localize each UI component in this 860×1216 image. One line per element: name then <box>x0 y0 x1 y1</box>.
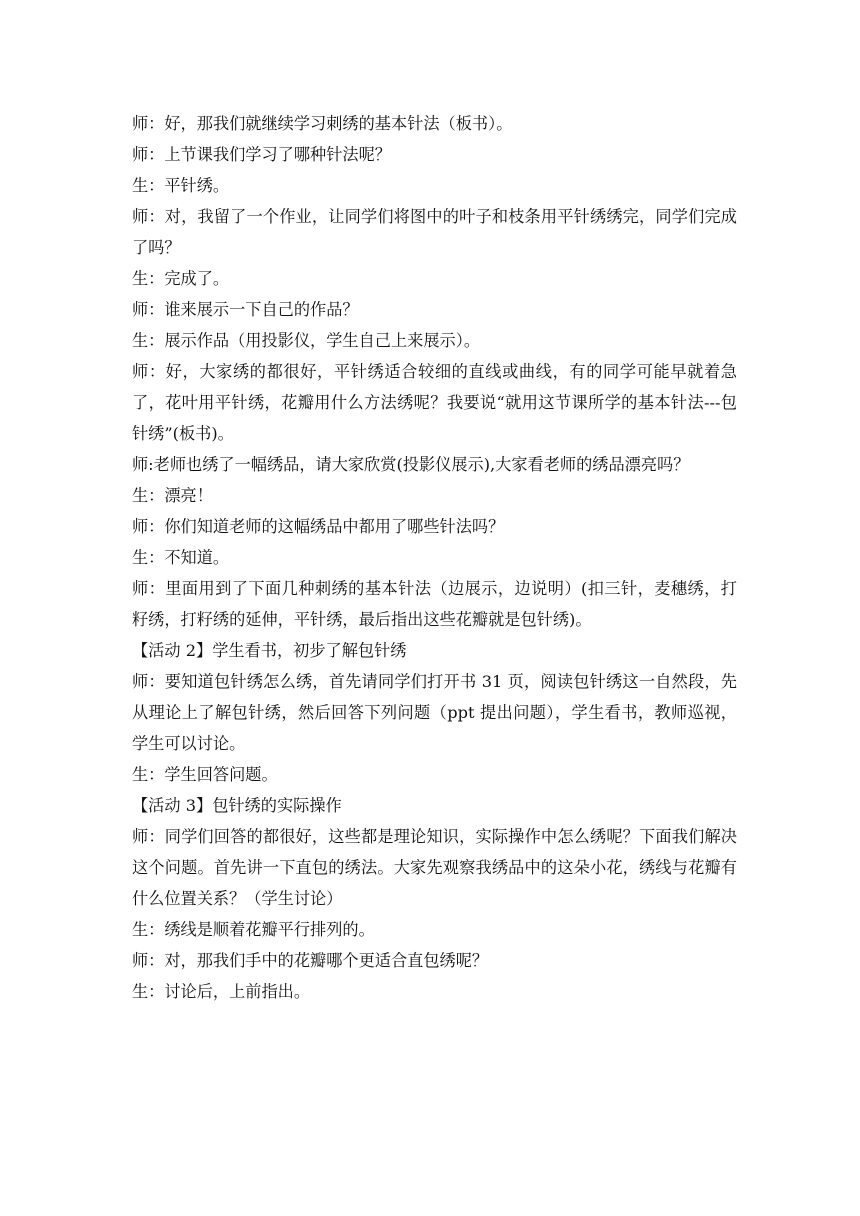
document-body <box>132 108 737 1007</box>
paragraph-teacher-praise: 师：好，大家绣的都很好，平针绣适合较细的直线或曲线，有的同学可能早就着急了，花叶用平针绣，花瓣用什么方法绣呢？我要说“就用这节课所学的基本针法---包针绣”(板书)。 <box>132 362 737 443</box>
paragraph-teacher-which-petal: 师：对，那我们手中的花瓣哪个更适合直包绣呢？ <box>132 951 489 970</box>
paragraph-teacher-stitches-question: 师：你们知道老师的这幅绣品中都用了哪些针法吗？ <box>132 517 505 536</box>
paragraph-student-answer: 生：平针绣。 <box>132 176 230 195</box>
paragraph-student-unknown: 生：不知道。 <box>132 548 230 567</box>
paragraph-teacher-reading: 师：要知道包针绣怎么绣，首先请同学们打开书 31 页，阅读包针绣这一自然段，先从理论上了解包针绣，然后回答下列问题（ppt 提出问题），学生看书，教师巡视，学生可以讨论。 <box>132 672 737 753</box>
paragraph-student-beautiful: 生：漂亮！ <box>132 486 213 505</box>
paragraph-teacher-practice: 师：同学们回答的都很好，这些都是理论知识，实际操作中怎么绣呢？下面我们解决这个问题。首先讲一下直包的绣法。大家先观察我绣品中的这朵小花，绣线与花瓣有什么位置关系？（学生讨论） <box>132 827 737 908</box>
paragraph-student-done: 生：完成了。 <box>132 269 230 288</box>
paragraph-teacher-explain: 师：里面用到了下面几种刺绣的基本针法（边展示，边说明）(扣三针，麦穗绣，打籽绣，打籽绣的延伸，平针绣，最后指出这些花瓣就是包针绣)。 <box>132 579 737 629</box>
paragraph-teacher-homework: 师：对，我留了一个作业，让同学们将图中的叶子和枝条用平针绣绣完，同学们完成了吗？ <box>132 207 737 257</box>
paragraph-teacher-show: 师：谁来展示一下自己的作品？ <box>132 300 359 319</box>
paragraph-student-show: 生：展示作品（用投影仪，学生自己上来展示）。 <box>132 331 481 350</box>
paragraph-teacher-question: 师：上节课我们学习了哪种针法呢？ <box>132 145 391 164</box>
paragraph-teacher-intro: 师：好，那我们就继续学习刺绣的基本针法（板书）。 <box>132 114 513 133</box>
paragraph-teacher-artwork: 师:老师也绣了一幅绣品，请大家欣赏(投影仪展示),大家看老师的绣品漂亮吗？ <box>132 455 690 474</box>
heading-activity-3: 【活动 3】包针绣的实际操作 <box>132 796 342 815</box>
heading-activity-2: 【活动 2】学生看书，初步了解包针绣 <box>132 641 407 660</box>
paragraph-student-respond: 生：学生回答问题。 <box>132 765 278 784</box>
paragraph-student-point: 生：讨论后，上前指出。 <box>132 982 311 1001</box>
paragraph-student-thread: 生：绣线是顺着花瓣平行排列的。 <box>132 920 375 939</box>
